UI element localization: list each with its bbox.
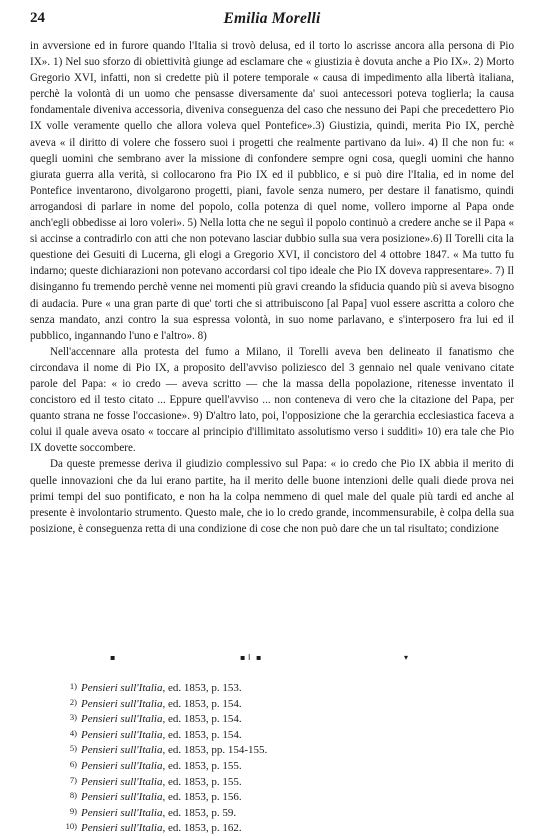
footnote-ref: ed. 1853, pp. 154-155.: [168, 744, 268, 757]
footnote-number: 8): [69, 790, 77, 801]
footnote-title: Pensieri sull'Italia,: [81, 775, 166, 788]
footnote-number: 5): [69, 743, 77, 754]
footnote: [55, 774, 415, 790]
footnote: [55, 742, 415, 758]
footnote-title: Pensieri sull'Italia,: [81, 728, 166, 741]
body-text: [30, 38, 514, 537]
footnote-title: Pensieri sull'Italia,: [81, 682, 166, 694]
footnote-number: 10): [65, 821, 77, 832]
print-mark: ▪: [256, 653, 262, 662]
footnote: [55, 727, 415, 743]
footnote-title: Pensieri sull'Italia,: [81, 697, 166, 710]
footnote: [55, 805, 415, 821]
footnote-ref: ed. 1853, p. 162.: [168, 822, 242, 835]
print-mark: ▾: [404, 653, 409, 662]
footnote: [55, 680, 415, 696]
footnote: [55, 696, 415, 712]
footnote-ref: ed. 1853, p. 155.: [168, 759, 242, 772]
footnote: [55, 789, 415, 805]
footnote-number: 2): [69, 696, 77, 707]
footnote-title: Pensieri sull'Italia,: [81, 713, 166, 726]
page-header: [30, 10, 514, 32]
print-mark: I: [248, 653, 251, 662]
footnote-ref: ed. 1853, p. 59.: [168, 806, 237, 819]
footnote-title: Pensieri sull'Italia,: [81, 759, 166, 772]
footnote-ref: ed. 1853, p. 156.: [168, 791, 242, 804]
footnote-number: 9): [69, 805, 77, 816]
footnote-ref: ed. 1853, p. 155.: [168, 775, 242, 788]
footnote: [55, 758, 415, 774]
footnote-ref: ed. 1853, p. 154.: [168, 697, 242, 710]
footnotes: [55, 680, 415, 836]
footnote-number: 4): [69, 727, 77, 738]
footnote-number: 6): [69, 758, 77, 769]
footnote-number: 1): [69, 681, 77, 691]
running-title: Emilia Morelli: [223, 10, 321, 27]
footnote-title: Pensieri sull'Italia,: [81, 806, 166, 819]
print-marks: [30, 653, 514, 665]
page-number: 24: [30, 10, 45, 26]
footnote: [55, 820, 415, 836]
footnote-title: Pensieri sull'Italia,: [81, 744, 166, 757]
footnote-number: 3): [69, 712, 77, 723]
paragraph: Da queste premesse deriva il giudizio complessivo sul Papa: « io credo che Pio IX abbia il merito di quelle innovazioni che da lui erano partite, ha il merito delle buone intenzioni delle quali diede prova nei primi tempi del suo pontificato, e non ha la colpa nemmeno di quel male del quale più tardi ed anche al presente è involontario strumento. Questo male, che io lo credo grande, incommensurabile, è colpa della sua posizione, è conseguenza retta di una condizione di cose che non può dare che un tal risultato; condizione: [30, 458, 514, 535]
footnote: [55, 711, 415, 727]
footnote-title: Pensieri sull'Italia,: [81, 822, 166, 835]
footnote-ref: ed. 1853, p. 153.: [168, 682, 242, 694]
paragraph: in avversione ed in furore quando l'Italia si trovò delusa, ed il torto lo ascrisse ancora alla persona di Pio IX». 1) Nel suo sforzo di obiettività giunge ad esclamare che « giustizia è dovuta anche a Pio IX». 2) Morto Gregorio XVI, infatti, non si credette più il potere temporale « causa di impedimento alla libertà italiana, perchè la volontà di un uomo che pensasse diversamente da' suoi antecessori poteva toglierla; la causa fondamentale diveniva accessoria, diveniva conseguenza del caso che nessuno dei Papi che precedettero Pio IX volle veramente quello che allora voleva quel Pontefice».3) Giustizia, quindi, merita Pio IX, perchè aveva « il diritto di volere che fossero suoi i progetti che realmente partivano da lui». 4) Il che non fu: « quegli uomini che sembrano aver la missione di confondere sempre ogni cosa, quegli uomini che hanno giurata guerra alla verità, si collocarono fra Pio IX ed il pubblico, e si può dire l'Italia, ed in nome del Pontefice inventarono, divolgarono progetti, piani, favole senza numero, per destare il fanatismo, quindi arrogandosi di parlare in nome del popolo, colla potenza di quel nome, vollero imporne al Papa onde anch'egli obbedisse ai loro voleri». 5) Nella lotta che ne seguì il popolo continuò a credere anche se il Papa « si accinse a contradirlo con atti che non potevano lasciar dubbio sulla sua vera posizione».6) Il Torelli cita la questione dei Gesuiti di Lucerna, gli elogi a Gregorio XVI, il concistoro del 4 ottobre 1847. « Ma tutto fu indarno; queste dichiarazioni non potevano accordarsi col tipo ideale che Pio IX doveva rappresentare». 7) Il disinganno fu tremendo perchè venne nei momenti più gravi creando la sfiducia quando più si aveva bisogno di audacia. Pure « una gran parte di que' torti che si attribuiscono [al Papa] vuol essere ascritta a coloro che senza mandato, anzi contro la sua espressa volontà, in suo nome parlavano, e s'interposero fra lui ed il pubblico, ingannando l'uno e l'altro». 8): [30, 40, 514, 342]
print-mark: ▪: [240, 653, 246, 662]
footnote-ref: ed. 1853, p. 154.: [168, 728, 242, 741]
footnote-ref: ed. 1853, p. 154.: [168, 713, 242, 726]
print-mark: ▪: [110, 653, 116, 662]
footnote-title: Pensieri sull'Italia,: [81, 791, 166, 804]
paragraph: Nell'accennare alla protesta del fumo a Milano, il Torelli aveva ben delineato il fanatismo che circondava il nome di Pio IX, a proposito dell'avviso poliziesco del 3 gennaio nel quale venivano citate parole del Papa: « io credo — aveva scritto — che la massa della popolazione, ritenesse inventato il concistoro ed il testo citato ... Eppure quell'avviso ... non conteneva di vero che la citazione del Papa, per quanto strana ne fosse l'occasione». 9) D'altro lato, poi, l'opposizione che la gerarchia ecclesiastica faceva a colui il quale aveva osato « toccare al principio d'illimitato assolutismo verso i sudditi» 10) era tale che Pio IX dovette soccombere.: [30, 345, 514, 455]
footnote-number: 7): [69, 774, 77, 785]
